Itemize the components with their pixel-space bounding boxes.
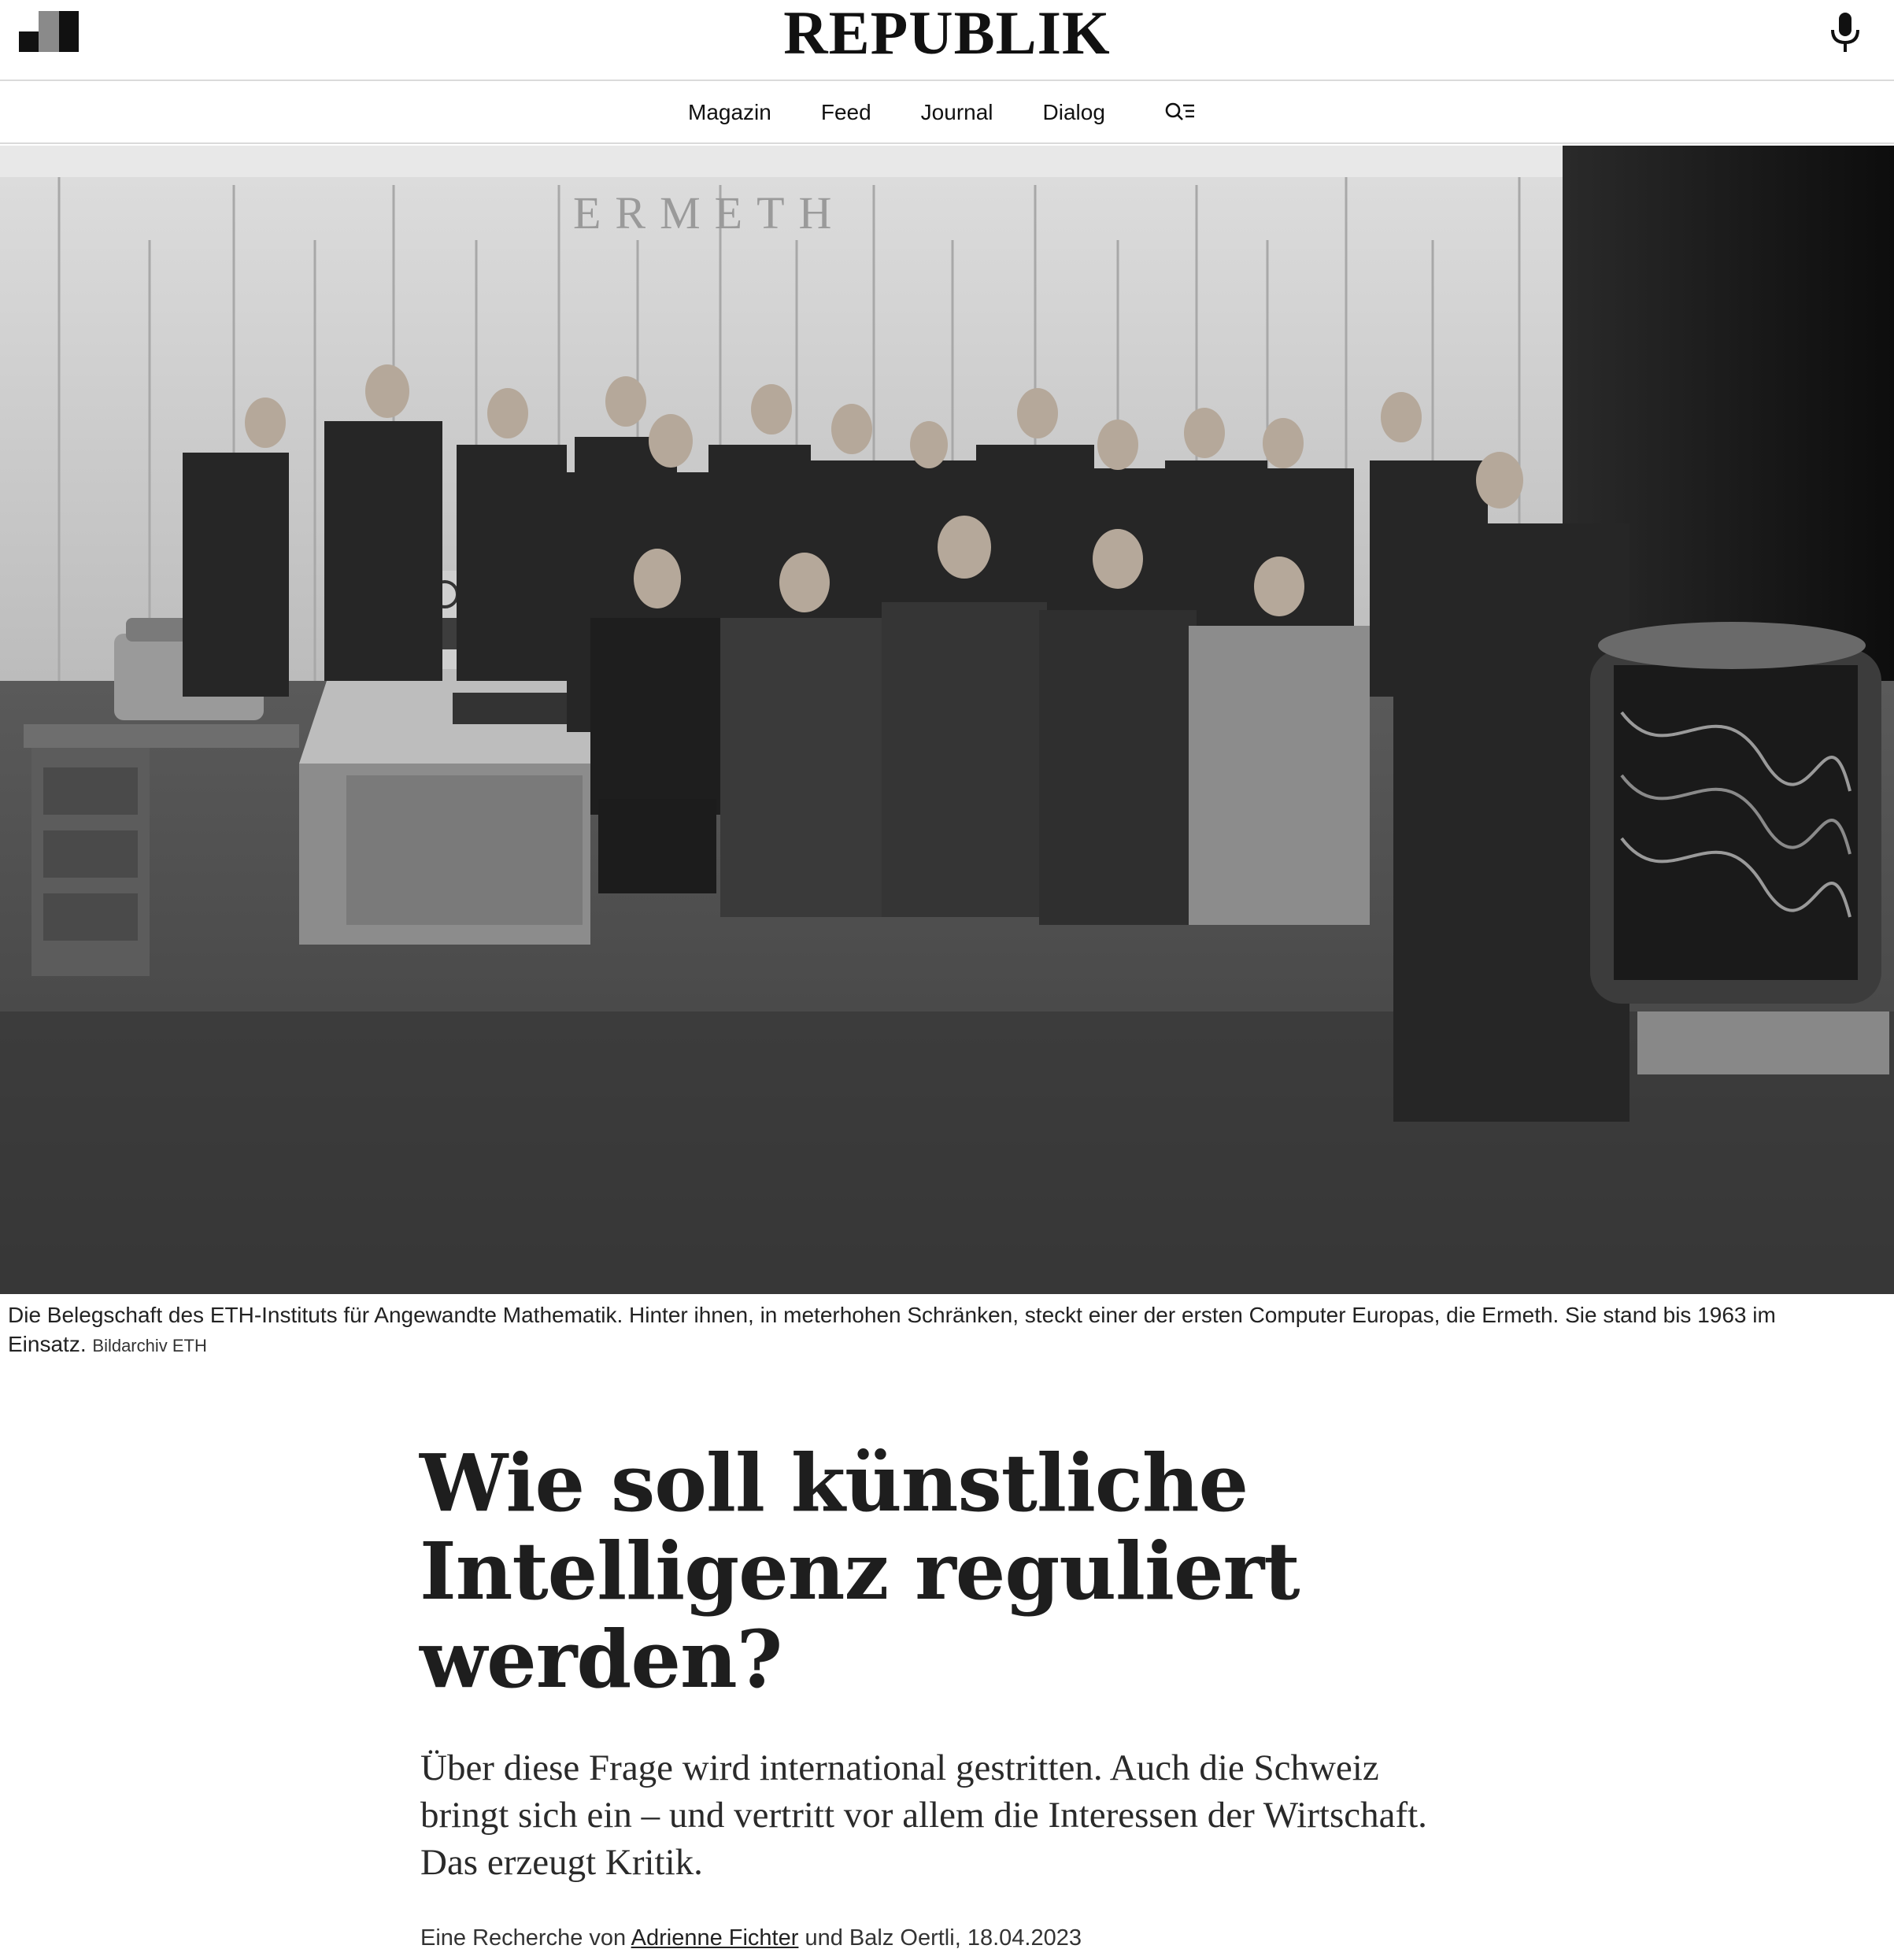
caption-text: Die Belegschaft des ETH-Instituts für Angewandte Mathematik. Hinter ihnen, in meterhohen Schränken, steckt einer der ersten Computer Europas, die Ermeth. Sie stand bis 1963 im Einsatz. (8, 1303, 1776, 1356)
nav-item-magazin[interactable]: Magazin (688, 100, 771, 124)
byline-prefix: Eine Recherche von (420, 1925, 627, 1951)
photo-caption (8, 1300, 1842, 1360)
publish-date: 18.04.2023 (967, 1925, 1082, 1951)
author-link[interactable]: Adrienne Fichter (631, 1925, 799, 1951)
byline-and: und (805, 1925, 843, 1951)
top-bar (0, 0, 1894, 81)
nav-item-dialog[interactable]: Dialog (1042, 100, 1105, 124)
article-lead: Über diese Frage wird international gestritten. Auch die Schweiz bringt sich ein – und vertritt vor allem die Interessen der Wirtschaft. Das erzeugt Kritik. (420, 1747, 1427, 1883)
nav-item-feed[interactable]: Feed (820, 100, 871, 124)
wall-lettering: ERMETH (573, 187, 846, 239)
microphone-icon[interactable] (1828, 11, 1863, 54)
search-menu-icon[interactable] (1164, 99, 1197, 126)
photo-credit: Bildarchiv ETH (92, 1336, 207, 1355)
author-name: Balz Oertli (849, 1925, 955, 1951)
site-wordmark[interactable]: REPUBLIK (783, 0, 1111, 67)
article-title: Wie soll künstliche Intelligenz reguliert werden? (420, 1437, 1300, 1706)
nav-item-journal[interactable]: Journal (920, 100, 993, 124)
hero-photo (0, 146, 1894, 1294)
main-nav (0, 83, 1894, 144)
article-byline: Eine Recherche von Adrienne Fichter und Balz Oertli, 18.04.2023 (420, 1925, 1082, 1951)
